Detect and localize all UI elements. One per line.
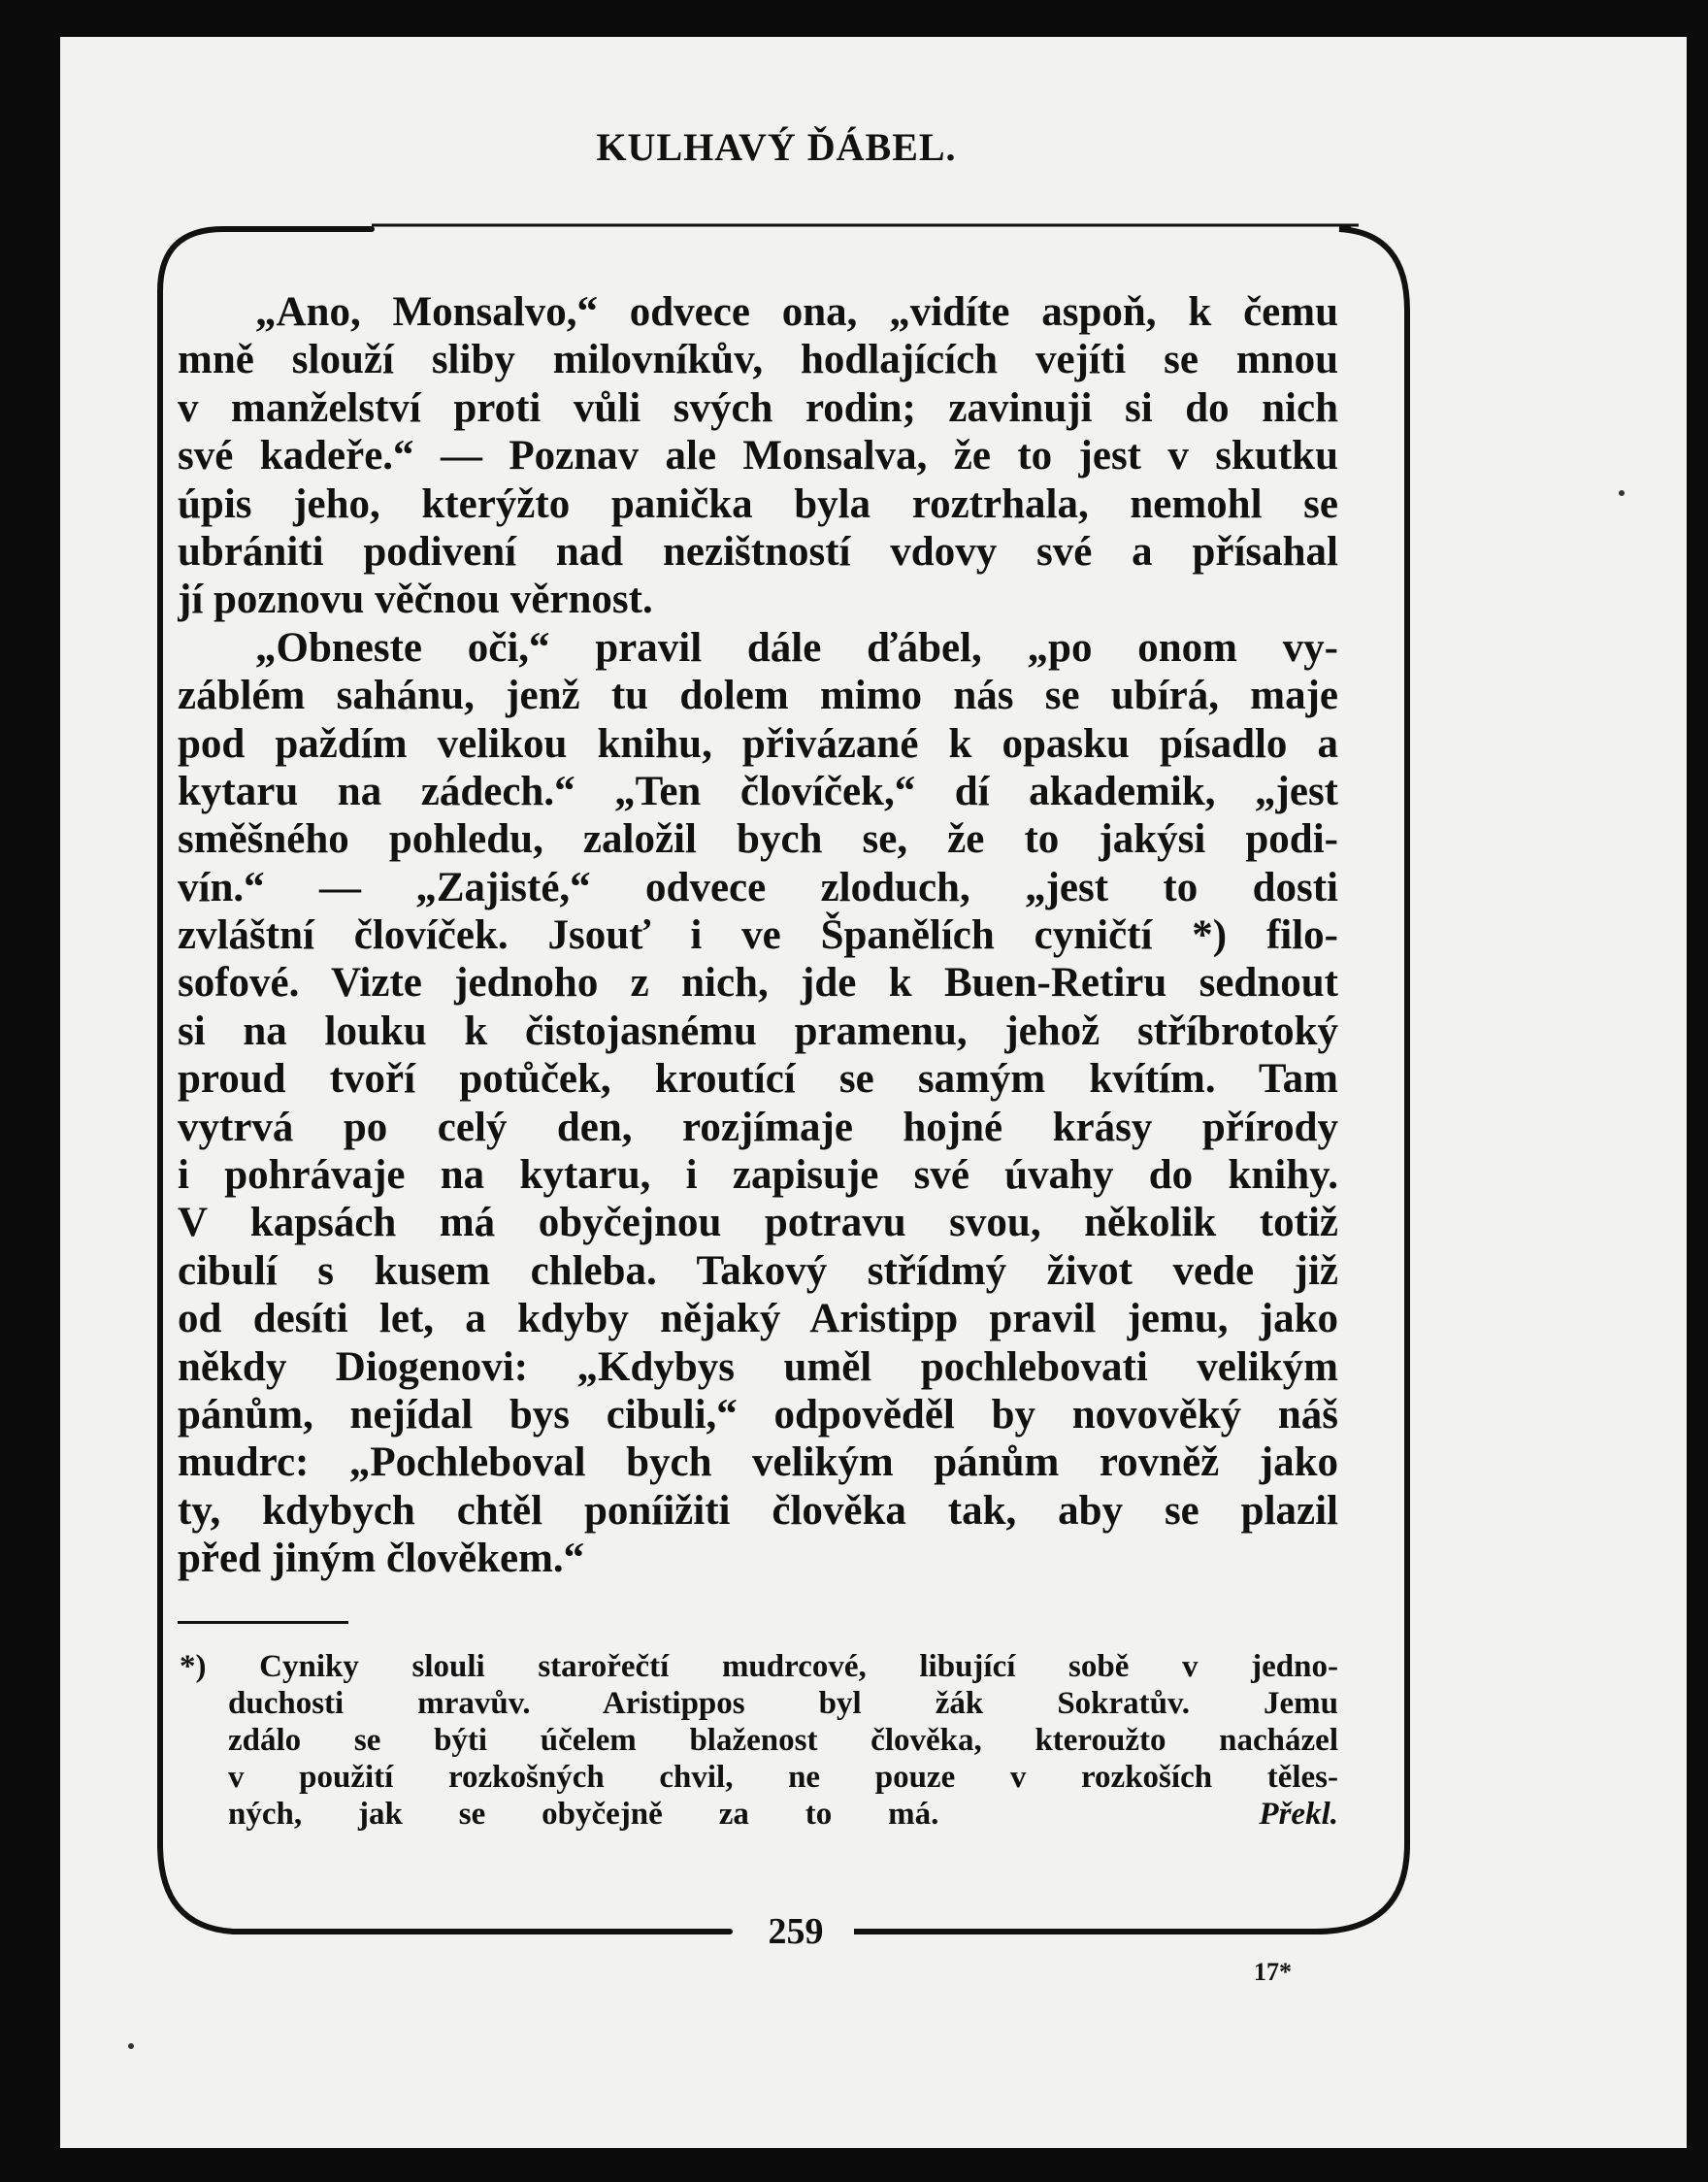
footnote-line: duchosti mravův. Aristippos byl žák Sokratův. Jemu	[228, 1686, 1338, 1721]
text-line: „Ano, Monsalvo,“ odvece ona, „vidíte aspoň, k čemu	[255, 289, 1338, 335]
footnote-separator	[178, 1621, 348, 1624]
text-line: vín.“ — „Zajisté,“ odvece zloduch, „jest to dosti	[178, 864, 1338, 910]
text-line: v manželství proti vůli svých rodin; zavinuji si do nich	[178, 384, 1338, 431]
text-line: V kapsách má obyčejnou potravu svou, několik totiž	[178, 1200, 1338, 1246]
footnote-line-last	[228, 1796, 1338, 1833]
footnote-line: v použití rozkošných chvil, ne pouze v rozkoších těles-	[228, 1760, 1338, 1795]
footnote-line-text: ných, jak se obyčejně za to má.	[228, 1797, 939, 1832]
text-line: záblém sahánu, jenž tu dolem mimo nás se ubírá, maje	[178, 673, 1338, 719]
running-head: KULHAVÝ ĎÁBEL.	[596, 125, 957, 169]
text-line: sofové. Vizte jednoho z nich, jde k Buen-Retiru sednout	[178, 960, 1338, 1007]
text-line: kytaru na zádech.“ „Ten človíček,“ dí akademik, „jest	[178, 768, 1338, 814]
text-line: od desíti let, a kdyby nějaký Aristipp pravil jemu, jako	[178, 1296, 1338, 1342]
text-line: před jiným člověkem.“	[178, 1536, 585, 1582]
text-line: ubrániti podivení nad nezištností vdovy své a přísahal	[178, 528, 1338, 575]
footnote-line: *) Cyniky slouli starořečtí mudrcové, libující sobě v jedno-	[180, 1649, 1338, 1684]
translator-signature: Překl.	[1259, 1797, 1338, 1832]
text-line: i pohrávaje na kytaru, i zapisuje své úvahy do knihy.	[178, 1152, 1338, 1199]
text-line: pánům, nejídal bys cibuli,“ odpověděl by novověký náš	[178, 1391, 1338, 1438]
footnote-line: zdálo se býti účelem blaženost člověka, kteroužto nacházel	[228, 1723, 1338, 1758]
text-line: zvláštní človíček. Jsouť i ve Španělích cyničtí *) filo-	[178, 912, 1338, 959]
text-line: mně slouží sliby milovníkův, hodlajících vejíti se mnou	[178, 337, 1338, 383]
printer-signature-mark: 17*	[1254, 1958, 1292, 1986]
text-line: své kadeře.“ — Poznav ale Monsalva, že to jest v skutku	[178, 433, 1338, 479]
text-line: úpis jeho, kterýžto panička byla roztrhala, nemohl se	[178, 480, 1338, 527]
page-speck	[128, 2043, 134, 2049]
text-line: si na louku k čistojasnému pramenu, jehož stříbrotoký	[178, 1008, 1338, 1054]
text-line: mudrc: „Pochleboval bych velikým pánům rovněž jako	[178, 1439, 1338, 1486]
text-line: jí poznovu věčnou věrnost.	[178, 577, 653, 623]
body-text	[178, 288, 1338, 1583]
text-line: někdy Diogenovi: „Kdybys uměl pochlebovati velikým	[178, 1343, 1338, 1390]
text-line: vytrvá po celý den, rozjímaje hojné krásy přírody	[178, 1104, 1338, 1150]
text-line: pod paždím velikou knihu, přivázané k opasku písadlo a	[178, 720, 1338, 767]
text-line: cibulí s kusem chleba. Takový střídmý život vede již	[178, 1247, 1338, 1294]
text-line: „Obneste oči,“ pravil dále ďábel, „po onom vy-	[255, 624, 1338, 671]
text-line: proud tvoří potůček, kroutící se samým kvítím. Tam	[178, 1056, 1338, 1103]
text-line: ty, kdybych chtěl poníižiti člověka tak, aby se plazil	[178, 1487, 1338, 1534]
text-line: směšného pohledu, založil bych se, že to jakýsi podi-	[178, 816, 1338, 863]
page-speck	[1619, 490, 1625, 496]
footnote	[180, 1648, 1338, 1833]
page-number: 259	[738, 1910, 854, 1953]
